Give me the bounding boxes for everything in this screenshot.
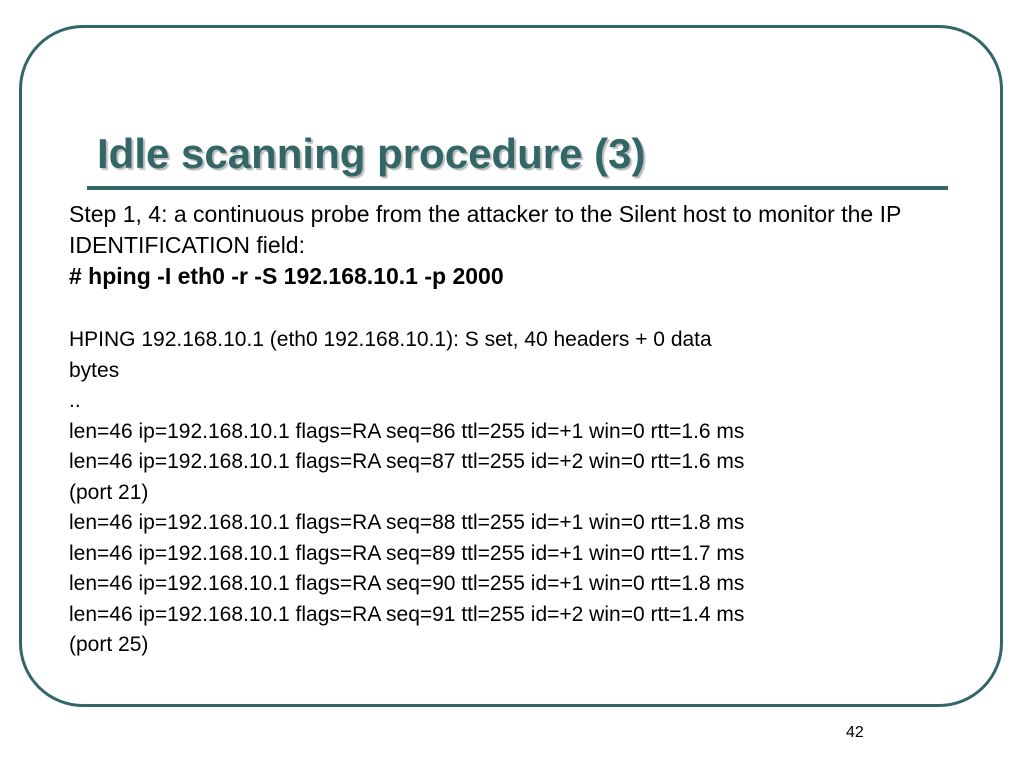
title-underline — [87, 186, 948, 190]
output-line: bytes — [69, 358, 120, 382]
output-line: .. — [69, 389, 81, 412]
output-line: len=46 ip=192.168.10.1 flags=RA seq=89 ttl=255 id=+1 win=0 rtt=1.7 ms — [69, 541, 745, 565]
hping-command: # hping -I eth0 -r -S 192.168.10.1 -p 2000 — [69, 263, 504, 289]
hping-output — [69, 325, 929, 661]
intro-text: Step 1, 4: a continuous probe from the attacker to the Silent host to monitor the IP IDENTIFICATION field: — [69, 201, 901, 258]
output-line: len=46 ip=192.168.10.1 flags=RA seq=87 ttl=255 id=+2 win=0 rtt=1.6 ms — [69, 450, 745, 473]
slide-intro — [69, 199, 939, 292]
output-line: (port 25) — [69, 633, 149, 656]
output-line: HPING 192.168.10.1 (eth0 192.168.10.1): S set, 40 headers + 0 data — [69, 328, 712, 351]
page-number: 42 — [846, 724, 864, 741]
output-line: (port 21) — [69, 480, 149, 504]
output-line: len=46 ip=192.168.10.1 flags=RA seq=90 ttl=255 id=+1 win=0 rtt=1.8 ms — [69, 572, 745, 595]
output-line: len=46 ip=192.168.10.1 flags=RA seq=88 ttl=255 id=+1 win=0 rtt=1.8 ms — [69, 511, 745, 534]
output-line: len=46 ip=192.168.10.1 flags=RA seq=91 ttl=255 id=+2 win=0 rtt=1.4 ms — [69, 602, 745, 626]
output-line: len=46 ip=192.168.10.1 flags=RA seq=86 ttl=255 id=+1 win=0 rtt=1.6 ms — [69, 419, 745, 443]
slide-title: Idle scanning procedure (3) — [97, 130, 646, 177]
